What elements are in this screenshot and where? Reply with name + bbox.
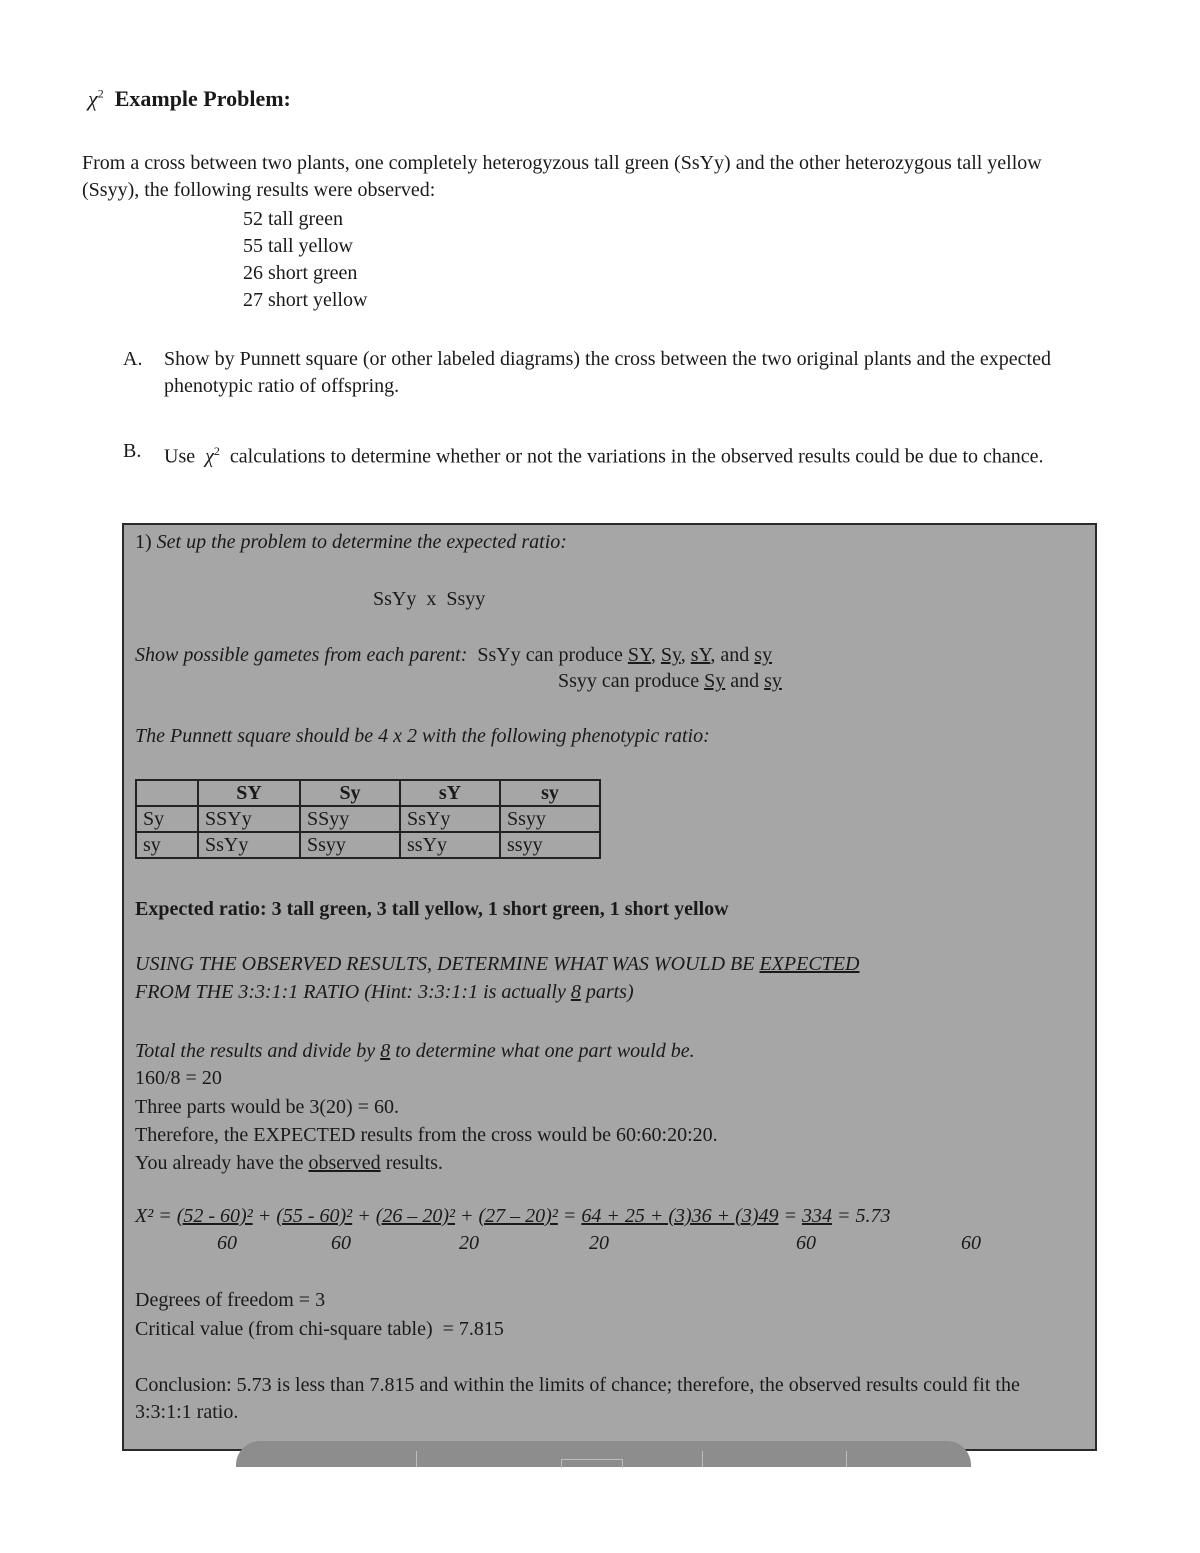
list-item: 55 tall yellow	[243, 235, 353, 257]
gamete: sY	[690, 644, 711, 666]
calc-observed: observed	[308, 1152, 381, 1174]
formula-denominator: 60	[961, 1232, 981, 1254]
formula-operator: =	[783, 1205, 797, 1227]
gamete: sy	[754, 644, 773, 666]
formula-operator: +	[357, 1205, 371, 1227]
table-cell: ssYy	[400, 832, 500, 858]
formula-numerator: 64 + 25 + (3)36 + (3)49	[581, 1205, 779, 1227]
table-cell	[136, 780, 198, 806]
list-item: 52 tall green	[243, 208, 343, 230]
gamete: SY	[627, 644, 651, 666]
punnett-square	[135, 779, 601, 859]
question-b-pre: Use	[164, 445, 196, 468]
table-cell: ssyy	[500, 832, 600, 858]
degrees-of-freedom: Degrees of freedom = 3	[135, 1289, 326, 1311]
total-text: Total the results and divide by	[135, 1040, 376, 1062]
using-observed-line-2	[135, 979, 634, 1006]
table-cell: Sy	[300, 780, 400, 806]
gametes-text: Ssyy can produce	[558, 670, 700, 692]
using-eight: 8	[570, 981, 581, 1003]
formula-denominator: 20	[589, 1232, 609, 1254]
question-b-body: calculations to determine whether or not the variations in the observed results could be due to chance.	[229, 445, 1044, 468]
punnett-intro: The Punnett square should be 4 x 2 with the following phenotypic ratio:	[135, 725, 710, 747]
list-item: 26 short green	[243, 262, 358, 284]
observed-results-list	[243, 206, 367, 314]
formula-operator: =	[562, 1205, 577, 1227]
question-b-label: B.	[123, 440, 142, 462]
using-observed-line-1	[135, 951, 859, 978]
gametes-line-1: Show possible gametes from each parent: SsYy can produce SY, Sy, sY, and sy	[135, 644, 773, 666]
toolbar-divider	[702, 1451, 703, 1467]
chi-symbol: χ	[205, 445, 214, 468]
table-cell: SSYy	[198, 806, 300, 832]
formula-denominator: 60	[217, 1232, 237, 1254]
page-title	[88, 86, 291, 112]
formula-term: (26 – 20)²	[375, 1205, 456, 1227]
intro-paragraph: From a cross between two plants, one completely heterogyzous tall green (SsYy) and the other heterozygous tall yellow (Ssyy), the following results were observed:	[82, 152, 1042, 201]
gamete: Sy	[704, 670, 726, 692]
expected-ratio: Expected ratio: 3 tall green, 3 tall yellow, 1 short green, 1 short yellow	[135, 898, 729, 920]
formula-result: = 5.73	[836, 1205, 891, 1227]
table-row	[136, 806, 600, 832]
question-a-label: A.	[123, 348, 143, 370]
calc-line-1: 160/8 = 20	[135, 1067, 222, 1089]
total-instruction	[135, 1038, 695, 1065]
solution-box	[122, 523, 1097, 1451]
table-cell: Sy	[136, 806, 198, 832]
question-b	[123, 438, 1133, 498]
table-cell: SY	[198, 780, 300, 806]
formula-denominator: 60	[796, 1232, 816, 1254]
chi-superscript: 2	[213, 444, 220, 458]
table-row	[136, 780, 600, 806]
table-cell: SsYy	[198, 832, 300, 858]
page-number-field[interactable]	[561, 1459, 623, 1468]
calc-text: results.	[385, 1152, 443, 1174]
formula-operator: +	[257, 1205, 272, 1227]
table-cell: SSyy	[300, 806, 400, 832]
formula-term: (27 – 20)²	[478, 1205, 558, 1227]
calc-text: You already have the	[135, 1152, 304, 1174]
gametes-line-2	[558, 668, 782, 695]
step-1-number: 1)	[135, 531, 152, 553]
formula-sum: 334	[801, 1205, 832, 1227]
question-a	[123, 346, 1133, 406]
step-1	[135, 529, 567, 556]
toolbar-divider	[846, 1451, 847, 1467]
table-cell: SsYy	[400, 806, 500, 832]
using-expected: EXPECTED	[759, 953, 860, 975]
title-text: Example Problem:	[114, 86, 291, 111]
formula-denominator: 20	[459, 1232, 479, 1254]
formula-operator: +	[460, 1205, 474, 1227]
using-text: parts)	[585, 981, 634, 1003]
gamete: sy	[764, 670, 782, 692]
using-text: USING THE OBSERVED RESULTS, DETERMINE WHAT WAS WOULD BE	[135, 953, 755, 975]
conjunction: and	[730, 670, 760, 692]
table-cell: Ssyy	[300, 832, 400, 858]
viewer-toolbar[interactable]	[236, 1441, 971, 1467]
table-cell: sy	[136, 832, 198, 858]
chi-symbol: χ	[88, 86, 98, 111]
formula-term: (52 - 60)²	[176, 1205, 253, 1227]
toolbar-divider	[416, 1451, 417, 1467]
critical-value: Critical value (from chi-square table) = 7.815	[135, 1318, 504, 1340]
list-item: 27 short yellow	[243, 289, 368, 311]
formula-term: (55 - 60)²	[276, 1205, 353, 1227]
table-row	[136, 832, 600, 858]
calc-line-3: Therefore, the EXPECTED results from the cross would be 60:60:20:20.	[135, 1124, 718, 1146]
calc-line-2: Three parts would be 3(20) = 60.	[135, 1096, 399, 1118]
calc-line-4	[135, 1150, 443, 1177]
gametes-text: SsYy can produce	[477, 644, 623, 666]
table-cell: Ssyy	[500, 806, 600, 832]
total-eight: 8	[380, 1040, 391, 1062]
question-b-text	[164, 438, 1124, 471]
question-a-text: Show by Punnett square (or other labeled diagrams) the cross between the two original plants and the expected phenotypic ratio of offspring.	[164, 348, 1051, 397]
table-cell: sY	[400, 780, 500, 806]
chi-square-formula	[135, 1205, 890, 1228]
gametes-label: Show possible gametes from each parent:	[135, 644, 468, 666]
conclusion: Conclusion: 5.73 is less than 7.815 and within the limits of chance; therefore, the observed results could fit the 3:3:1:1 ratio.	[135, 1374, 1020, 1423]
gamete: Sy	[660, 644, 681, 666]
formula-lhs: X² =	[135, 1205, 172, 1227]
step-1-text: Set up the problem to determine the expected ratio:	[156, 531, 567, 553]
conjunction: and	[720, 644, 750, 666]
using-text: FROM THE 3:3:1:1 RATIO (Hint: 3:3:1:1 is actually	[135, 981, 566, 1003]
formula-denominator: 60	[331, 1232, 351, 1254]
chi-superscript: 2	[97, 86, 104, 101]
table-cell: sy	[500, 780, 600, 806]
total-text: to determine what one part would be.	[395, 1040, 695, 1062]
cross-notation: SsYy x Ssyy	[373, 588, 486, 610]
